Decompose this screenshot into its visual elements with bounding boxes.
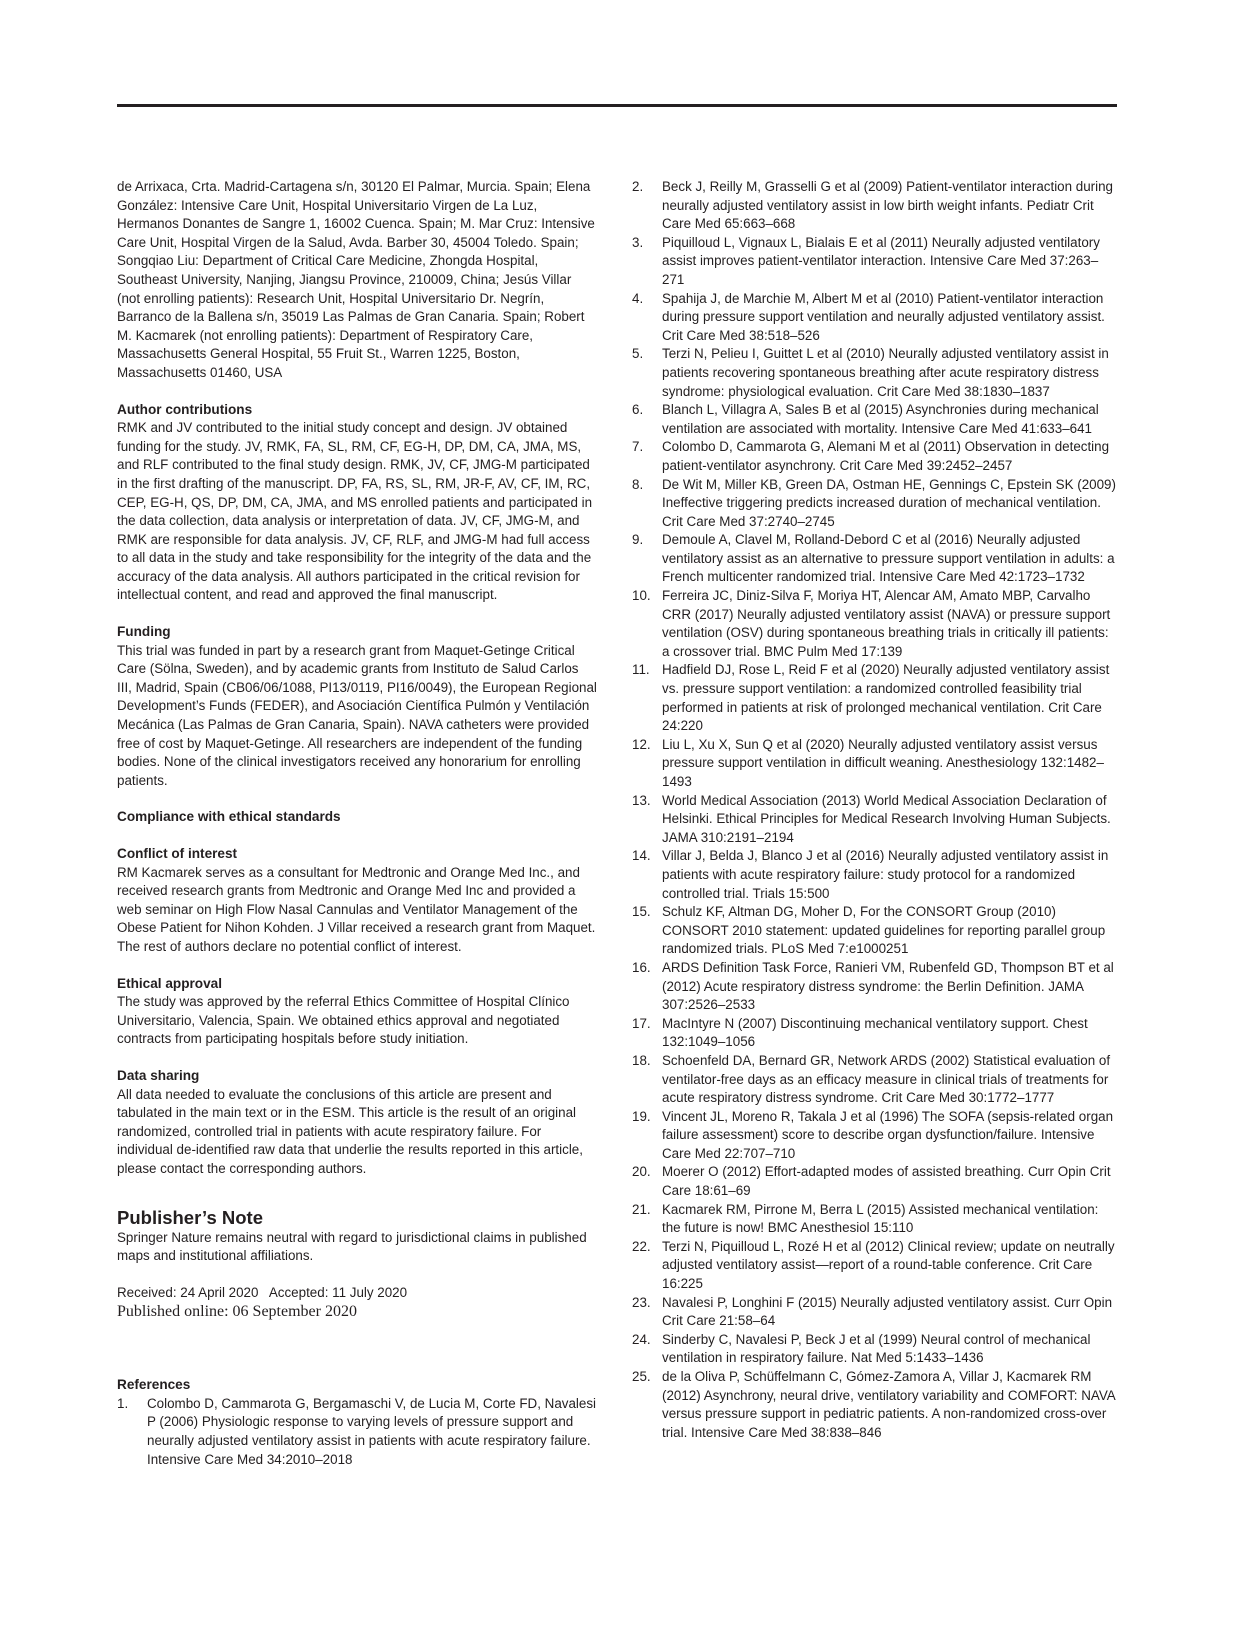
reference-text: Kacmarek RM, Pirrone M, Berra L (2015) Assisted mechanical ventilation: the future is now! BMC Anesthesiol 15:110 — [662, 1201, 1099, 1236]
conflict-heading: Conflict of interest — [117, 846, 238, 861]
author-contributions-section — [117, 401, 597, 606]
reference-text: World Medical Association (2013) World Medical Association Declaration of Helsinki. Ethical Principles for Medical Research Involving Human Subjects. JAMA 310:2191–2194 — [662, 792, 1111, 845]
reference-text: Spahija J, de Marchie M, Albert M et al (2010) Patient-ventilator interaction during pressure support ventilation and neurally adjusted ventilatory assist. Crit Care Med 38:518–526 — [662, 290, 1105, 343]
publishers-note-body: Springer Nature remains neutral with regard to jurisdictional claims in published maps and institutional affiliations. — [117, 1229, 587, 1264]
reference-text: Terzi N, Piquilloud L, Rozé H et al (2012) Clinical review; update on neutrally adjusted ventilatory assist—report of a round-table conference. Crit Care 16:225 — [662, 1238, 1115, 1292]
reference-list-right — [632, 178, 1117, 1442]
references-heading: References — [117, 1377, 191, 1393]
funding-body: This trial was funded in part by a research grant from Maquet-Getinge Critical Care (Sölna, Sweden), and by academic grants from Instituto de Salud Carlos III, Madrid, Spain (CB06/06/1088, PI13/0119, PI16/0049), the European Regional Development’s Funds (FEDER), and Asociación Científica Pulmón y Ventilación Mecánica (Las Palmas de Gran Canaria, Spain). NAVA catheters were provided free of cost by Maquet-Getinge. All researchers are independent of the funding bodies. None of the clinical investigators received any honorarium for enrolling patients. — [117, 642, 597, 788]
left-column — [117, 178, 597, 1469]
reference-item — [632, 1331, 1117, 1368]
reference-item — [632, 178, 1117, 234]
conflict-body: RM Kacmarek serves as a consultant for Medtronic and Orange Med Inc., and received research grants from Medtronic and Orange Med Inc and provided a web seminar on High Flow Nasal Cannulas and Ventilator Management of the Obese Patient for Nihon Kohden. J Villar received a research grant from Maquet. The rest of authors declare no potential conflict of interest. — [117, 864, 596, 954]
publishers-note-heading: Publisher’s Note — [117, 1206, 263, 1228]
reference-text: Colombo D, Cammarota G, Bergamaschi V, de Lucia M, Corte FD, Navalesi P (2006) Physiologic response to varying levels of pressure support and neurally adjusted ventilatory assist in patients with acute respiratory failure. Intensive Care Med 34:2010–2018 — [147, 1395, 597, 1467]
conflict-section — [117, 845, 597, 957]
reference-item — [632, 661, 1117, 735]
reference-number: 20. — [632, 1164, 651, 1180]
reference-number: 5. — [632, 346, 644, 362]
reference-text: de la Oliva P, Schüffelmann C, Gómez-Zamora A, Villar J, Kacmarek RM (2012) Asynchrony, neural drive, ventilatory variability and COMFORT: NAVA versus pressure support in pediatric patients. A non-randomized cross-over trial. Intensive Care Med 38:838–846 — [662, 1369, 1115, 1440]
reference-text: Beck J, Reilly M, Grasselli G et al (2009) Patient-ventilator interaction during neurally adjusted ventilatory assist in low birth weight infants. Pediatr Crit Care Med 65:663–668 — [662, 179, 1114, 232]
reference-number: 6. — [632, 402, 644, 418]
funding-heading: Funding — [117, 624, 171, 640]
reference-number: 15. — [632, 904, 651, 920]
reference-number: 11. — [632, 662, 650, 678]
data-sharing-heading: Data sharing — [117, 1067, 200, 1083]
reference-number: 25. — [632, 1369, 651, 1384]
right-column — [632, 178, 1117, 1442]
references-section — [117, 1376, 597, 1469]
reference-text: Villar J, Belda J, Blanco J et al (2016) Neurally adjusted ventilatory assist in patients with acute respiratory failure: study protocol for a randomized controlled trial. Trials 15:500 — [662, 848, 1109, 901]
reference-number: 19. — [632, 1108, 651, 1124]
reference-item — [632, 903, 1117, 959]
top-rule — [117, 104, 1117, 107]
reference-text: MacIntyre N (2007) Discontinuing mechanical ventilatory support. Chest 132:1049–1056 — [662, 1015, 1088, 1050]
funding-section — [117, 623, 597, 790]
reference-item — [632, 345, 1117, 401]
reference-item — [632, 1052, 1117, 1108]
reference-number: 1. — [117, 1395, 129, 1411]
received-accepted-dates: Received: 24 April 2020 Accepted: 11 July 2020 — [117, 1284, 408, 1300]
reference-number: 17. — [632, 1015, 651, 1031]
reference-number: 18. — [632, 1052, 651, 1068]
reference-item — [632, 401, 1117, 438]
reference-text: Moerer O (2012) Effort-adapted modes of assisted breathing. Curr Opin Crit Care 18:61–69 — [662, 1164, 1111, 1199]
reference-item — [117, 1395, 597, 1469]
reference-text: Colombo D, Cammarota G, Alemani M et al (2011) Observation in detecting patient-ventilator asynchrony. Crit Care Med 39:2452–2457 — [662, 439, 1110, 473]
reference-item — [632, 1201, 1117, 1238]
ethical-approval-heading: Ethical approval — [117, 975, 223, 991]
compliance-heading: Compliance with ethical standards — [117, 809, 341, 825]
reference-number: 3. — [632, 234, 644, 250]
data-sharing-section — [117, 1067, 597, 1179]
reference-number: 16. — [632, 959, 651, 975]
data-sharing-body: All data needed to evaluate the conclusions of this article are present and tabulated in the main text or in the ESM. This article is the result of an original randomized, controlled trial in patients with acute respiratory failure. For individual de-identified raw data that underlie the results reported in this article, please contact the corresponding authors. — [117, 1086, 583, 1176]
reference-text: Demoule A, Clavel M, Rolland-Debord C et al (2016) Neurally adjusted ventilatory assist as an alternative to pressure support ventilation in adults: a French multicenter randomized trial. Intensive Care Med 42:1723–1732 — [662, 532, 1115, 585]
reference-item — [632, 476, 1117, 532]
reference-text: Terzi N, Pelieu I, Guittet L et al (2010) Neurally adjusted ventilatory assist in patients recovering spontaneous breathing after acute respiratory distress syndrome: physiological evaluation. Crit Care Med 38:1830–1837 — [662, 346, 1109, 399]
reference-item — [632, 792, 1117, 848]
author-contributions-body: RMK and JV contributed to the initial study concept and design. JV obtained funding for the study. JV, RMK, FA, SL, RM, CF, EG-H, DP, DM, CA, JMA, MS, and RLF contributed to the final study design. RMK, JV, CF, JMG-M participated in the first drafting of the manuscript. DP, FA, RS, SL, RM, JR-F, AV, CF, IM, RC, CEP, EG-H, QS, DP, DM, CA, JMA, and MS enrolled patients and participated in the data collection, data analysis or interpretation of data. JV, CF, JMG-M, and RMK are responsible for data analysis. JV, CF, RLF, and JMG-M had full access to all data in the study and take responsibility for the integrity of the data and the accuracy of the data analysis. All authors participated in the critical revision for intellectual content, and read and approved the final manuscript. — [117, 420, 593, 603]
published-online-date: Published online: 06 September 2020 — [117, 1303, 357, 1321]
reference-item — [632, 587, 1117, 661]
reference-text: Blanch L, Villagra A, Sales B et al (2015) Asynchronies during mechanical ventilation are associated with mortality. Intensive Care Med 41:633–641 — [662, 402, 1099, 436]
reference-number: 2. — [632, 179, 644, 194]
reference-list-left — [117, 1395, 597, 1469]
reference-text: Piquilloud L, Vignaux L, Bialais E et al (2011) Neurally adjusted ventilatory assist improves patient-ventilator interaction. Intensive Care Med 37:263–271 — [662, 234, 1100, 287]
reference-number: 7. — [632, 439, 644, 455]
reference-item — [632, 531, 1117, 587]
reference-number: 22. — [632, 1238, 651, 1254]
reference-item — [632, 290, 1117, 346]
reference-number: 4. — [632, 290, 644, 306]
reference-item — [632, 438, 1117, 475]
reference-number: 8. — [632, 476, 644, 492]
reference-text: Navalesi P, Longhini F (2015) Neurally adjusted ventilatory assist. Curr Opin Crit Care 21:58–64 — [662, 1294, 1113, 1329]
reference-text: Vincent JL, Moreno R, Takala J et al (1996) The SOFA (sepsis-related organ failure assessment) score to describe organ dysfunction/failure. Intensive Care Med 22:707–710 — [662, 1108, 1114, 1161]
author-contributions-heading: Author contributions — [117, 401, 253, 417]
ethical-approval-body: The study was approved by the referral Ethics Committee of Hospital Clínico Universitario, Valencia, Spain. We obtained ethics approval and negotiated contracts from participating hospitals before study initiation. — [117, 994, 570, 1047]
reference-text: Liu L, Xu X, Sun Q et al (2020) Neurally adjusted ventilatory assist versus pressure support ventilation in difficult weaning. Anesthesiology 132:1482–1493 — [662, 736, 1104, 789]
ethical-approval-section — [117, 975, 597, 1049]
reference-text: Sinderby C, Navalesi P, Beck J et al (1999) Neural control of mechanical ventilation in respiratory failure. Nat Med 5:1433–1436 — [662, 1331, 1091, 1366]
article-dates — [117, 1284, 597, 1323]
reference-item — [632, 1294, 1117, 1331]
reference-item — [632, 1015, 1117, 1052]
reference-number: 24. — [632, 1331, 651, 1347]
reference-item — [632, 736, 1117, 792]
reference-number: 21. — [632, 1201, 651, 1217]
reference-text: Schoenfeld DA, Bernard GR, Network ARDS (2002) Statistical evaluation of ventilator-free days as an efficacy measure in clinical trials of treatments for acute respiratory distress syndrome. Crit Care Med 30:1772–1777 — [662, 1052, 1111, 1106]
reference-number: 13. — [632, 792, 651, 808]
reference-number: 12. — [632, 736, 651, 752]
reference-item — [632, 1368, 1117, 1442]
reference-number: 9. — [632, 532, 644, 548]
reference-text: ARDS Definition Task Force, Ranieri VM, Rubenfeld GD, Thompson BT et al (2012) Acute respiratory distress syndrome: the Berlin Definition. JAMA 307:2526–2533 — [662, 959, 1114, 1013]
reference-item — [632, 234, 1117, 290]
reference-text: Schulz KF, Altman DG, Moher D, For the CONSORT Group (2010) CONSORT 2010 statement: updated guidelines for reporting parallel group randomized trials. PLoS Med 7:e1000251 — [662, 904, 1106, 957]
reference-text: De Wit M, Miller KB, Green DA, Ostman HE, Gennings C, Epstein SK (2009) Ineffective triggering predicts increased duration of mechanical ventilation. Crit Care Med 37:2740–2745 — [662, 476, 1116, 529]
reference-number: 23. — [632, 1294, 651, 1310]
compliance-section — [117, 808, 597, 827]
reference-text: Ferreira JC, Diniz-Silva F, Moriya HT, Alencar AM, Amato MBP, Carvalho CRR (2017) Neurally adjusted ventilatory assist (NAVA) or pressure support ventilation (OSV) during spontaneous breathing trials in critically ill patients: a crossover trial. BMC Pulm Med 17:139 — [662, 588, 1111, 659]
reference-item — [632, 959, 1117, 1015]
reference-number: 10. — [632, 588, 651, 604]
reference-item — [632, 847, 1117, 903]
reference-item — [632, 1238, 1117, 1294]
reference-text: Hadfield DJ, Rose L, Reid F et al (2020) Neurally adjusted ventilatory assist vs. pressure support ventilation: a randomized controlled feasibility trial performed in patients at risk of prolonged mechanical ventilation. Crit Care 24:220 — [662, 662, 1110, 734]
reference-item — [632, 1163, 1117, 1200]
reference-item — [632, 1108, 1117, 1164]
affiliations-text: de Arrixaca, Crta. Madrid-Cartagena s/n, 30120 El Palmar, Murcia. Spain; Elena González: Intensive Care Unit, Hospital Universitario Virgen de La Luz, Hermanos Donantes de Sangre 1, 16002 Cuenca. Spain; M. Mar Cruz: Intensive Care Unit, Hospital Virgen de la Salud, Avda. Barber 30, 45004 Toledo. Spain; Songqiao Liu: Department of Critical Care Medicine, Zhongda Hospital, Southeast University, Nanjing, Jiangsu Province, 210009, China; Jesús Villar (not enrolling patients): Research Unit, Hospital Universitario Dr. Negrín, Barranco de la Ballena s/n, 35019 Las Palmas de Gran Canaria. Spain; Robert M. Kacmarek (not enrolling patients): Department of Respiratory Care, Massachusetts General Hospital, 55 Fruit St., Warren 1225, Boston, Massachusetts 01460, USA — [117, 179, 595, 380]
reference-number: 14. — [632, 848, 651, 864]
